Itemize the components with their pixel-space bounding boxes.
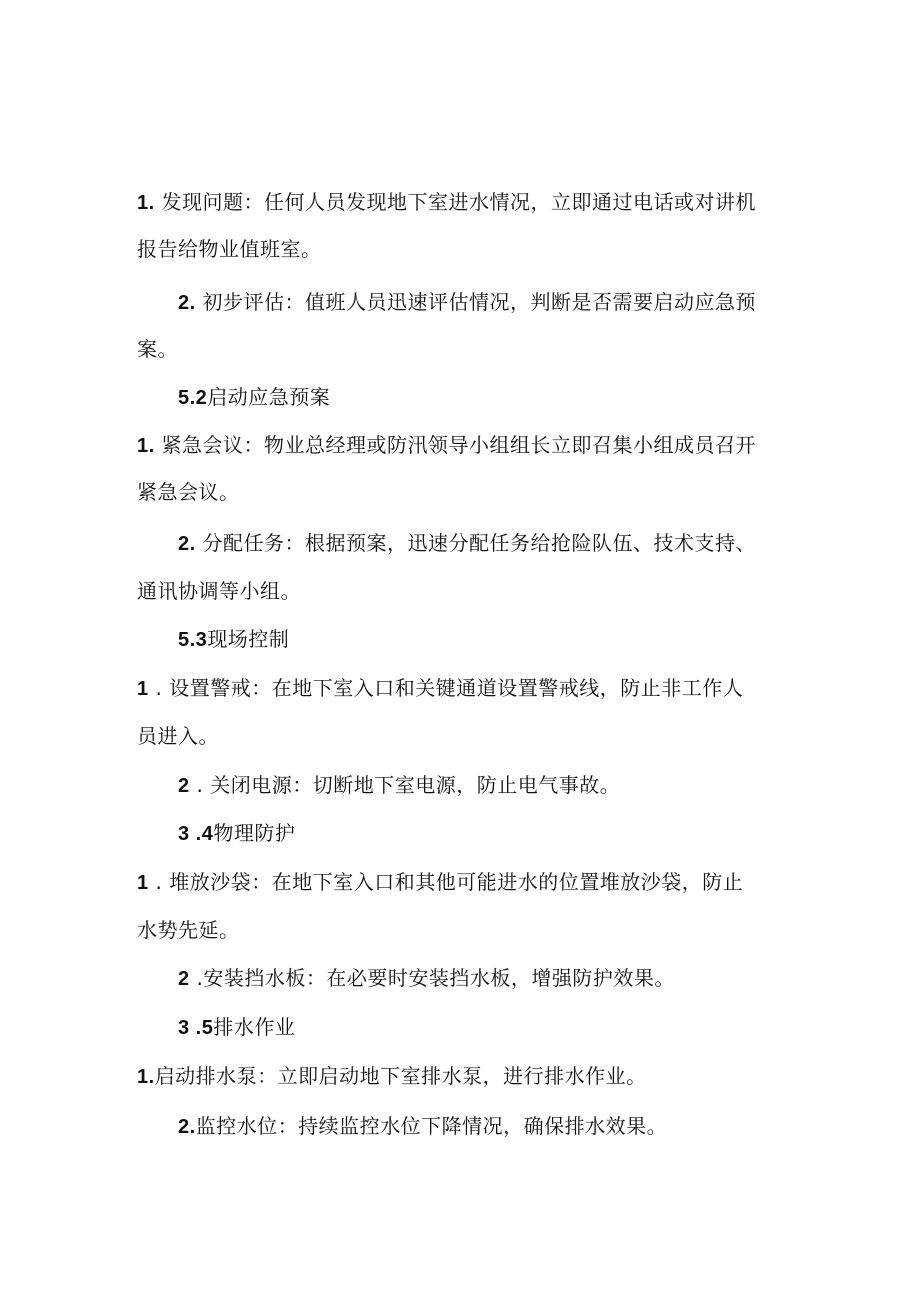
section-number: 5.3 [178, 629, 208, 651]
line-text: 紧急会议。 [137, 480, 240, 504]
line-text: . 堆放沙袋：在地下室入口和其他可能进水的位置堆放沙袋，防止 [148, 870, 744, 894]
item-number: 1. [137, 435, 155, 457]
section-title: 启动应急预案 [207, 385, 331, 409]
item-number: 2 [178, 775, 190, 797]
section-title: 排水作业 [213, 1015, 296, 1039]
line-text: 员进入。 [137, 724, 219, 748]
item-number: 1. [137, 192, 155, 214]
paragraph-line [137, 1063, 647, 1090]
line-text: 分配任务：根据预案，迅速分配任务给抢险队伍、技术支持、 [195, 531, 757, 555]
line-text: 发现问题：任何人员发现地下室进水情况，立即通过电话或对讲机 [154, 190, 757, 214]
section-heading [178, 384, 330, 411]
line-text: 启动排水泵：立即启动地下室排水泵，进行排水作业。 [154, 1064, 647, 1088]
section-title: 物理防护 [213, 821, 296, 845]
line-text: 监控水位：持续监控水位下降情况，确保排水效果。 [195, 1114, 668, 1138]
line-text: 通讯协调等小组。 [137, 579, 301, 603]
paragraph-line [178, 965, 675, 992]
paragraph-line [137, 723, 219, 750]
paragraph-line [137, 869, 743, 896]
section-number: 3 .4 [178, 823, 214, 845]
item-number: 1 [137, 872, 149, 894]
line-text: . 设置警戒：在地下室入口和关键通道设置警戒线，防止非工作人 [148, 676, 744, 700]
section-number: 5.2 [178, 387, 208, 409]
paragraph-line [137, 675, 743, 702]
item-number: 2. [178, 292, 196, 314]
paragraph-line [137, 336, 178, 363]
section-number: 3 .5 [178, 1017, 214, 1039]
line-text: 水势先延。 [137, 918, 240, 942]
line-text: 紧急会议：物业总经理或防汛领导小组组长立即召集小组成员召开 [154, 433, 757, 457]
section-heading [178, 1014, 295, 1041]
paragraph-line [137, 479, 240, 506]
item-number: 2 [178, 968, 190, 990]
line-text: 报告给物业值班室。 [137, 237, 322, 261]
paragraph-line [178, 289, 756, 316]
line-text: 案。 [137, 337, 178, 361]
section-title: 现场控制 [207, 627, 290, 651]
section-heading [178, 626, 289, 653]
paragraph-line [137, 432, 756, 459]
line-text: . 关闭电源：切断地下室电源，防止电气事故。 [189, 773, 621, 797]
line-text: .安装挡水板：在必要时安装挡水板，增强防护效果。 [189, 966, 675, 990]
item-number: 1. [137, 1066, 155, 1088]
paragraph-line [137, 189, 756, 216]
paragraph-line [137, 578, 301, 605]
item-number: 1 [137, 678, 149, 700]
item-number: 2. [178, 533, 196, 555]
section-heading [178, 820, 295, 847]
paragraph-line [137, 917, 240, 944]
paragraph-line [178, 1113, 667, 1140]
paragraph-line [137, 236, 322, 263]
item-number: 2. [178, 1116, 196, 1138]
line-text: 初步评估：值班人员迅速评估情况，判断是否需要启动应急预 [195, 290, 757, 314]
paragraph-line [178, 772, 620, 799]
paragraph-line [178, 530, 756, 557]
